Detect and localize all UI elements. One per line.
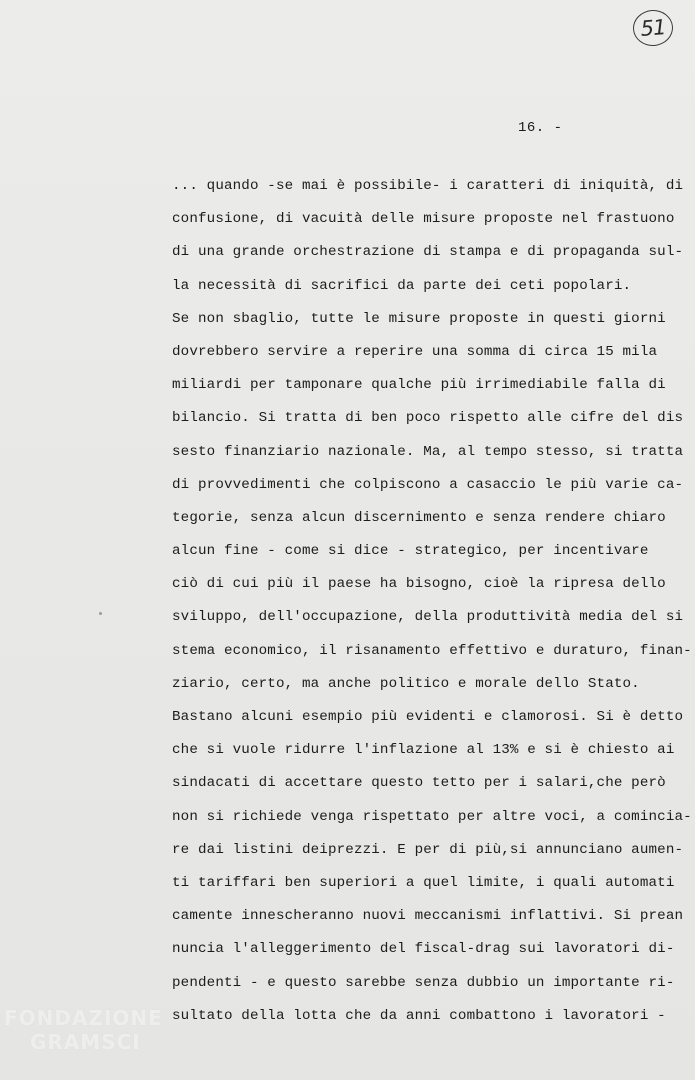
text-line: che si vuole ridurre l'inflazione al 13% e si è chiesto ai xyxy=(172,742,675,759)
text-line: bilancio. Si tratta di ben poco rispetto alle cifre del dis xyxy=(172,410,684,427)
watermark-line-1: FONDAZIONE xyxy=(4,1006,163,1030)
text-line: alcun fine - come si dice - strategico, per incentivare xyxy=(172,543,649,560)
watermark-line-2: GRAMSCI xyxy=(30,1030,141,1054)
text-line: sultato della lotta che da anni combattono i lavoratori - xyxy=(172,1007,666,1024)
text-line: pendenti - e questo sarebbe senza dubbio un importante ri- xyxy=(172,974,675,991)
text-line: di provvedimenti che colpiscono a casaccio le più varie ca- xyxy=(172,476,684,493)
text-line: tegorie, senza alcun discernimento e senza rendere chiaro xyxy=(172,509,666,526)
text-line: stema economico, il risanamento effettivo e duraturo, finan- xyxy=(172,642,692,659)
archive-watermark xyxy=(4,1006,163,1054)
text-line: sindacati di accettare questo tetto per i salari,che però xyxy=(172,775,666,792)
text-line: Se non sbaglio, tutte le misure proposte in questi giorni xyxy=(172,310,666,327)
text-line: ... quando -se mai è possibile- i caratteri di iniquità, di xyxy=(172,178,684,194)
text-line: ziario, certo, ma anche politico e morale dello Stato. xyxy=(172,675,640,692)
text-line: re dai listini deiprezzi. E per di più,si annunciano aumen- xyxy=(172,841,684,858)
text-line: nuncia l'alleggerimento del fiscal-drag sui lavoratori di- xyxy=(172,941,675,958)
text-line: ti tariffari ben superiori a quel limite, i quali automati xyxy=(172,874,675,891)
text-line: la necessità di sacrifici da parte dei ceti popolari. xyxy=(172,277,632,294)
text-line: non si richiede venga rispettato per altre voci, a comincia- xyxy=(172,808,692,825)
text-line: miliardi per tamponare qualche più irrimediabile falla di xyxy=(172,377,666,394)
text-line: sesto finanziario nazionale. Ma, al tempo stesso, si tratta xyxy=(172,443,684,460)
typewritten-text-body xyxy=(172,170,692,1033)
text-line: sviluppo, dell'occupazione, della produttività media del si xyxy=(172,609,684,626)
text-line: confusione, di vacuità delle misure proposte nel frastuono xyxy=(172,211,675,228)
text-line: ciò di cui più il paese ha bisogno, cioè la ripresa dello xyxy=(172,576,666,593)
paper-mark xyxy=(99,612,102,615)
text-line: dovrebbero servire a reperire una somma di circa 15 mila xyxy=(172,343,658,360)
text-line: di una grande orchestrazione di stampa e di propaganda sul- xyxy=(172,244,684,261)
handwritten-page-number: 51 xyxy=(632,9,674,48)
text-line: Bastano alcuni esempio più evidenti e clamorosi. Si è detto xyxy=(172,709,684,725)
text-line: camente innescheranno nuovi meccanismi inflattivi. Si prean xyxy=(172,908,684,925)
typed-page-number: 16. - xyxy=(518,120,563,136)
